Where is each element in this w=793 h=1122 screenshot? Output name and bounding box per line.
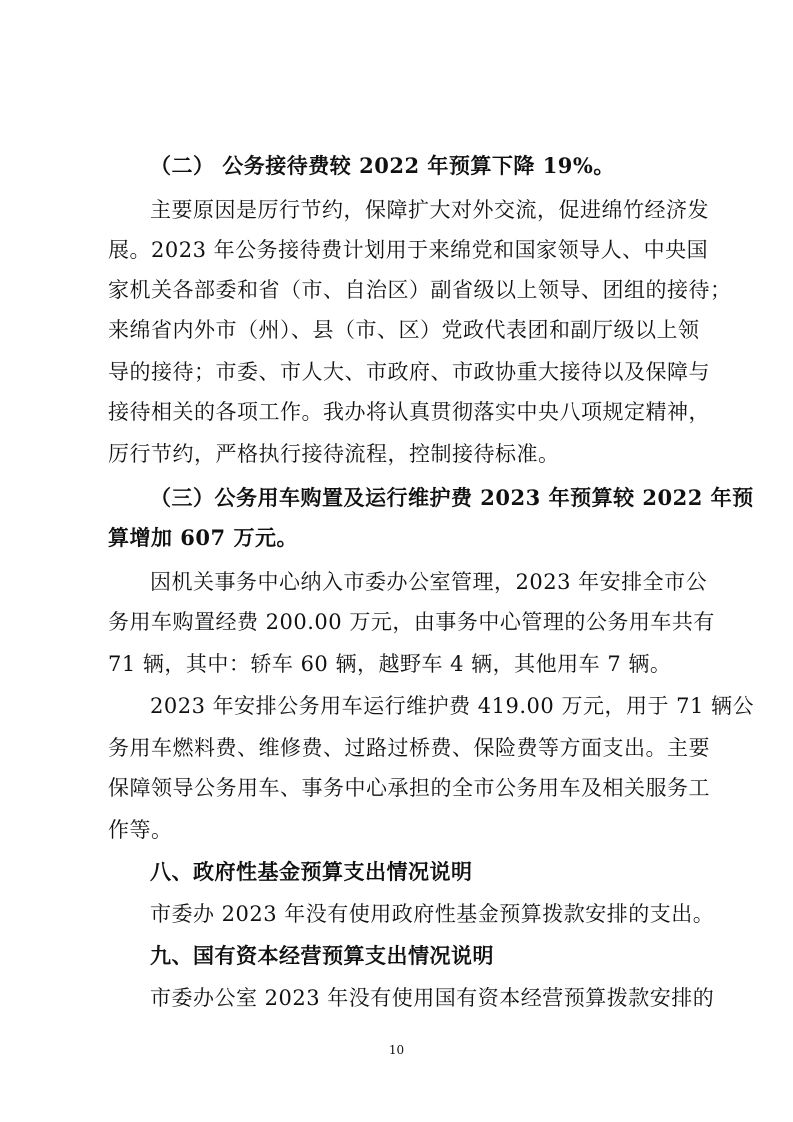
section2-line-4: 来绵省内外市（州）、县（市、区）党政代表团和副厅级以上领 (108, 318, 700, 342)
section8-text: 市委办 2023 年没有使用政府性基金预算拨款安排的支出。 (150, 902, 715, 926)
section2-heading: （二） 公务接待费较 2022 年预算下降 19%。 (150, 153, 615, 178)
section3-para2-line-4: 作等。 (108, 818, 173, 842)
section2-line-3: 家机关各部委和省（市、自治区）副省级以上领导、团组的接待； (108, 278, 732, 302)
section3-para2-line-1: 2023 年安排公务用车运行维护费 419.00 万元，用于 71 辆公 (150, 694, 755, 718)
section2-line-2: 展。2023 年公务接待费计划用于来绵党和国家领导人、中央国 (108, 238, 709, 262)
section3-heading-line-2: 算增加 607 万元。 (108, 525, 298, 550)
section3-para1-line-3: 71 辆，其中：轿车 60 辆，越野车 4 辆，其他用车 7 辆。 (108, 652, 672, 676)
section9-heading: 九、国有资本经营预算支出情况说明 (150, 944, 494, 968)
section3-para1-line-1: 因机关事务中心纳入市委办公室管理，2023 年安排全市公 (150, 570, 708, 594)
section2-line-1: 主要原因是厉行节约，保障扩大对外交流，促进绵竹经济发 (150, 198, 709, 222)
section8-heading: 八、政府性基金预算支出情况说明 (150, 860, 473, 884)
section2-line-7: 厉行节约，严格执行接待流程，控制接待标准。 (108, 442, 560, 466)
section3-para2-line-2: 务用车燃料费、维修费、过路过桥费、保险费等方面支出。主要 (108, 736, 710, 760)
section2-line-5: 导的接待；市委、市人大、市政府、市政协重大接待以及保障与 (108, 360, 710, 384)
section3-heading-line-1: （三）公务用车购置及运行维护费 2023 年预算较 2022 年预 (150, 485, 754, 510)
section3-para2-line-3: 保障领导公务用车、事务中心承担的全市公务用车及相关服务工 (108, 776, 710, 800)
section2-line-6: 接待相关的各项工作。我办将认真贯彻落实中央八项规定精神， (108, 400, 710, 424)
section9-text: 市委办公室 2023 年没有使用国有资本经营预算拨款安排的 (150, 986, 715, 1010)
section3-para1-line-2: 务用车购置经费 200.00 万元，由事务中心管理的公务用车共有 (108, 610, 715, 634)
page-number: 10 (388, 1043, 405, 1057)
